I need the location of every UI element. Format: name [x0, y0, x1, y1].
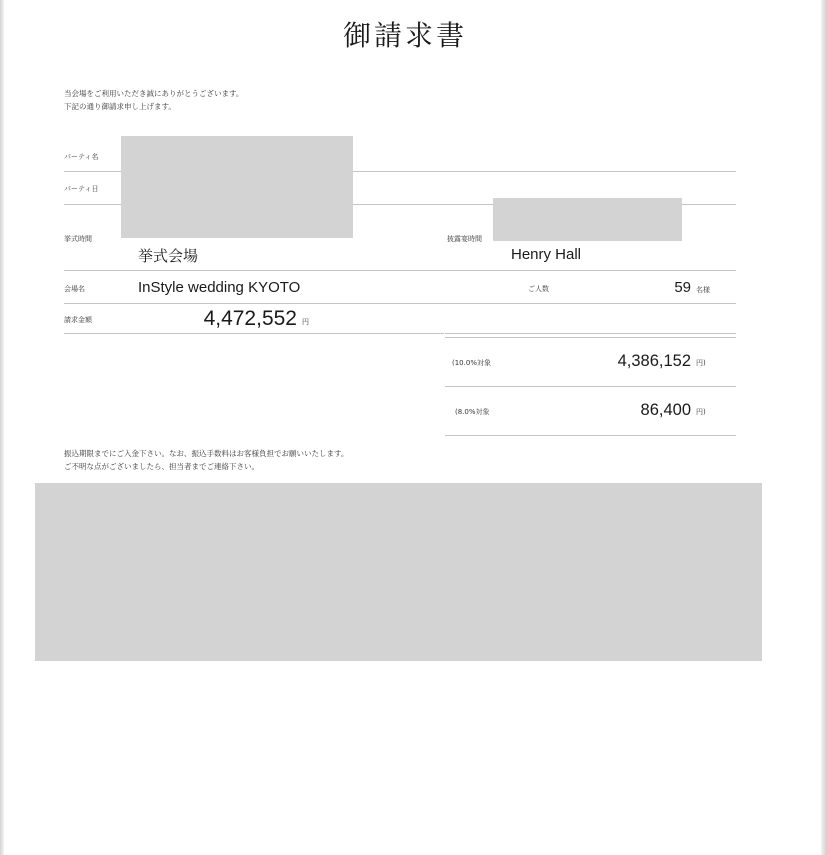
billing-label: 請求金額 — [64, 316, 92, 324]
intro-line-2: 下記の通り御請求申し上げます。 — [64, 102, 176, 111]
page-edge-left — [0, 0, 4, 855]
billing-amount: 4,472,552 — [203, 307, 297, 330]
redacted-block-payment-details — [35, 483, 762, 661]
row-rule-tax-8 — [445, 435, 736, 436]
row-rule-tax-top — [445, 337, 736, 338]
footer-note-2: ご不明な点がございましたら、担当者までご連絡下さい。 — [64, 462, 259, 471]
row-rule-ceremony — [64, 270, 736, 271]
page-edge-right — [821, 0, 827, 855]
row-rule-tax-10 — [445, 386, 736, 387]
row-rule-billing — [64, 333, 444, 334]
tax-8-unit: 円) — [696, 408, 706, 416]
reception-time-label: 披露宴時間 — [447, 235, 482, 243]
tax-8-label: (8.0%対象 — [455, 408, 490, 416]
party-name-label: パーティ名 — [64, 153, 99, 161]
tax-10-label: (10.0%対象 — [452, 359, 491, 367]
footer-note-1: 振込期限までにご入金下さい。なお、振込手数料はお客様負担でお願いいたします。 — [64, 449, 349, 458]
tax-10-amount: 4,386,152 — [617, 352, 691, 370]
redacted-block-party-info — [121, 136, 353, 238]
tax-8-amount: 86,400 — [640, 401, 691, 419]
venue-label: 会場名 — [64, 285, 85, 293]
reception-hall: Henry Hall — [511, 246, 582, 263]
row-rule-billing-right — [445, 333, 736, 334]
tax-10-unit: 円) — [696, 359, 706, 367]
document-title: 御請求書 — [342, 19, 467, 52]
billing-unit: 円 — [302, 318, 309, 326]
intro-line-1: 当会場をご利用いただき誠にありがとうございます。 — [64, 89, 244, 98]
ceremony-venue: 挙式会場 — [138, 248, 199, 265]
ceremony-time-label: 挙式時間 — [64, 235, 92, 243]
guests-label: ご人数 — [528, 285, 549, 293]
party-date-label: パーティ日 — [64, 185, 99, 193]
redacted-block-reception-time — [493, 198, 682, 241]
venue-name: InStyle wedding KYOTO — [138, 279, 301, 296]
row-rule-venue — [64, 303, 736, 304]
guests-count: 59 — [674, 279, 691, 296]
guests-unit: 名様 — [696, 286, 710, 294]
